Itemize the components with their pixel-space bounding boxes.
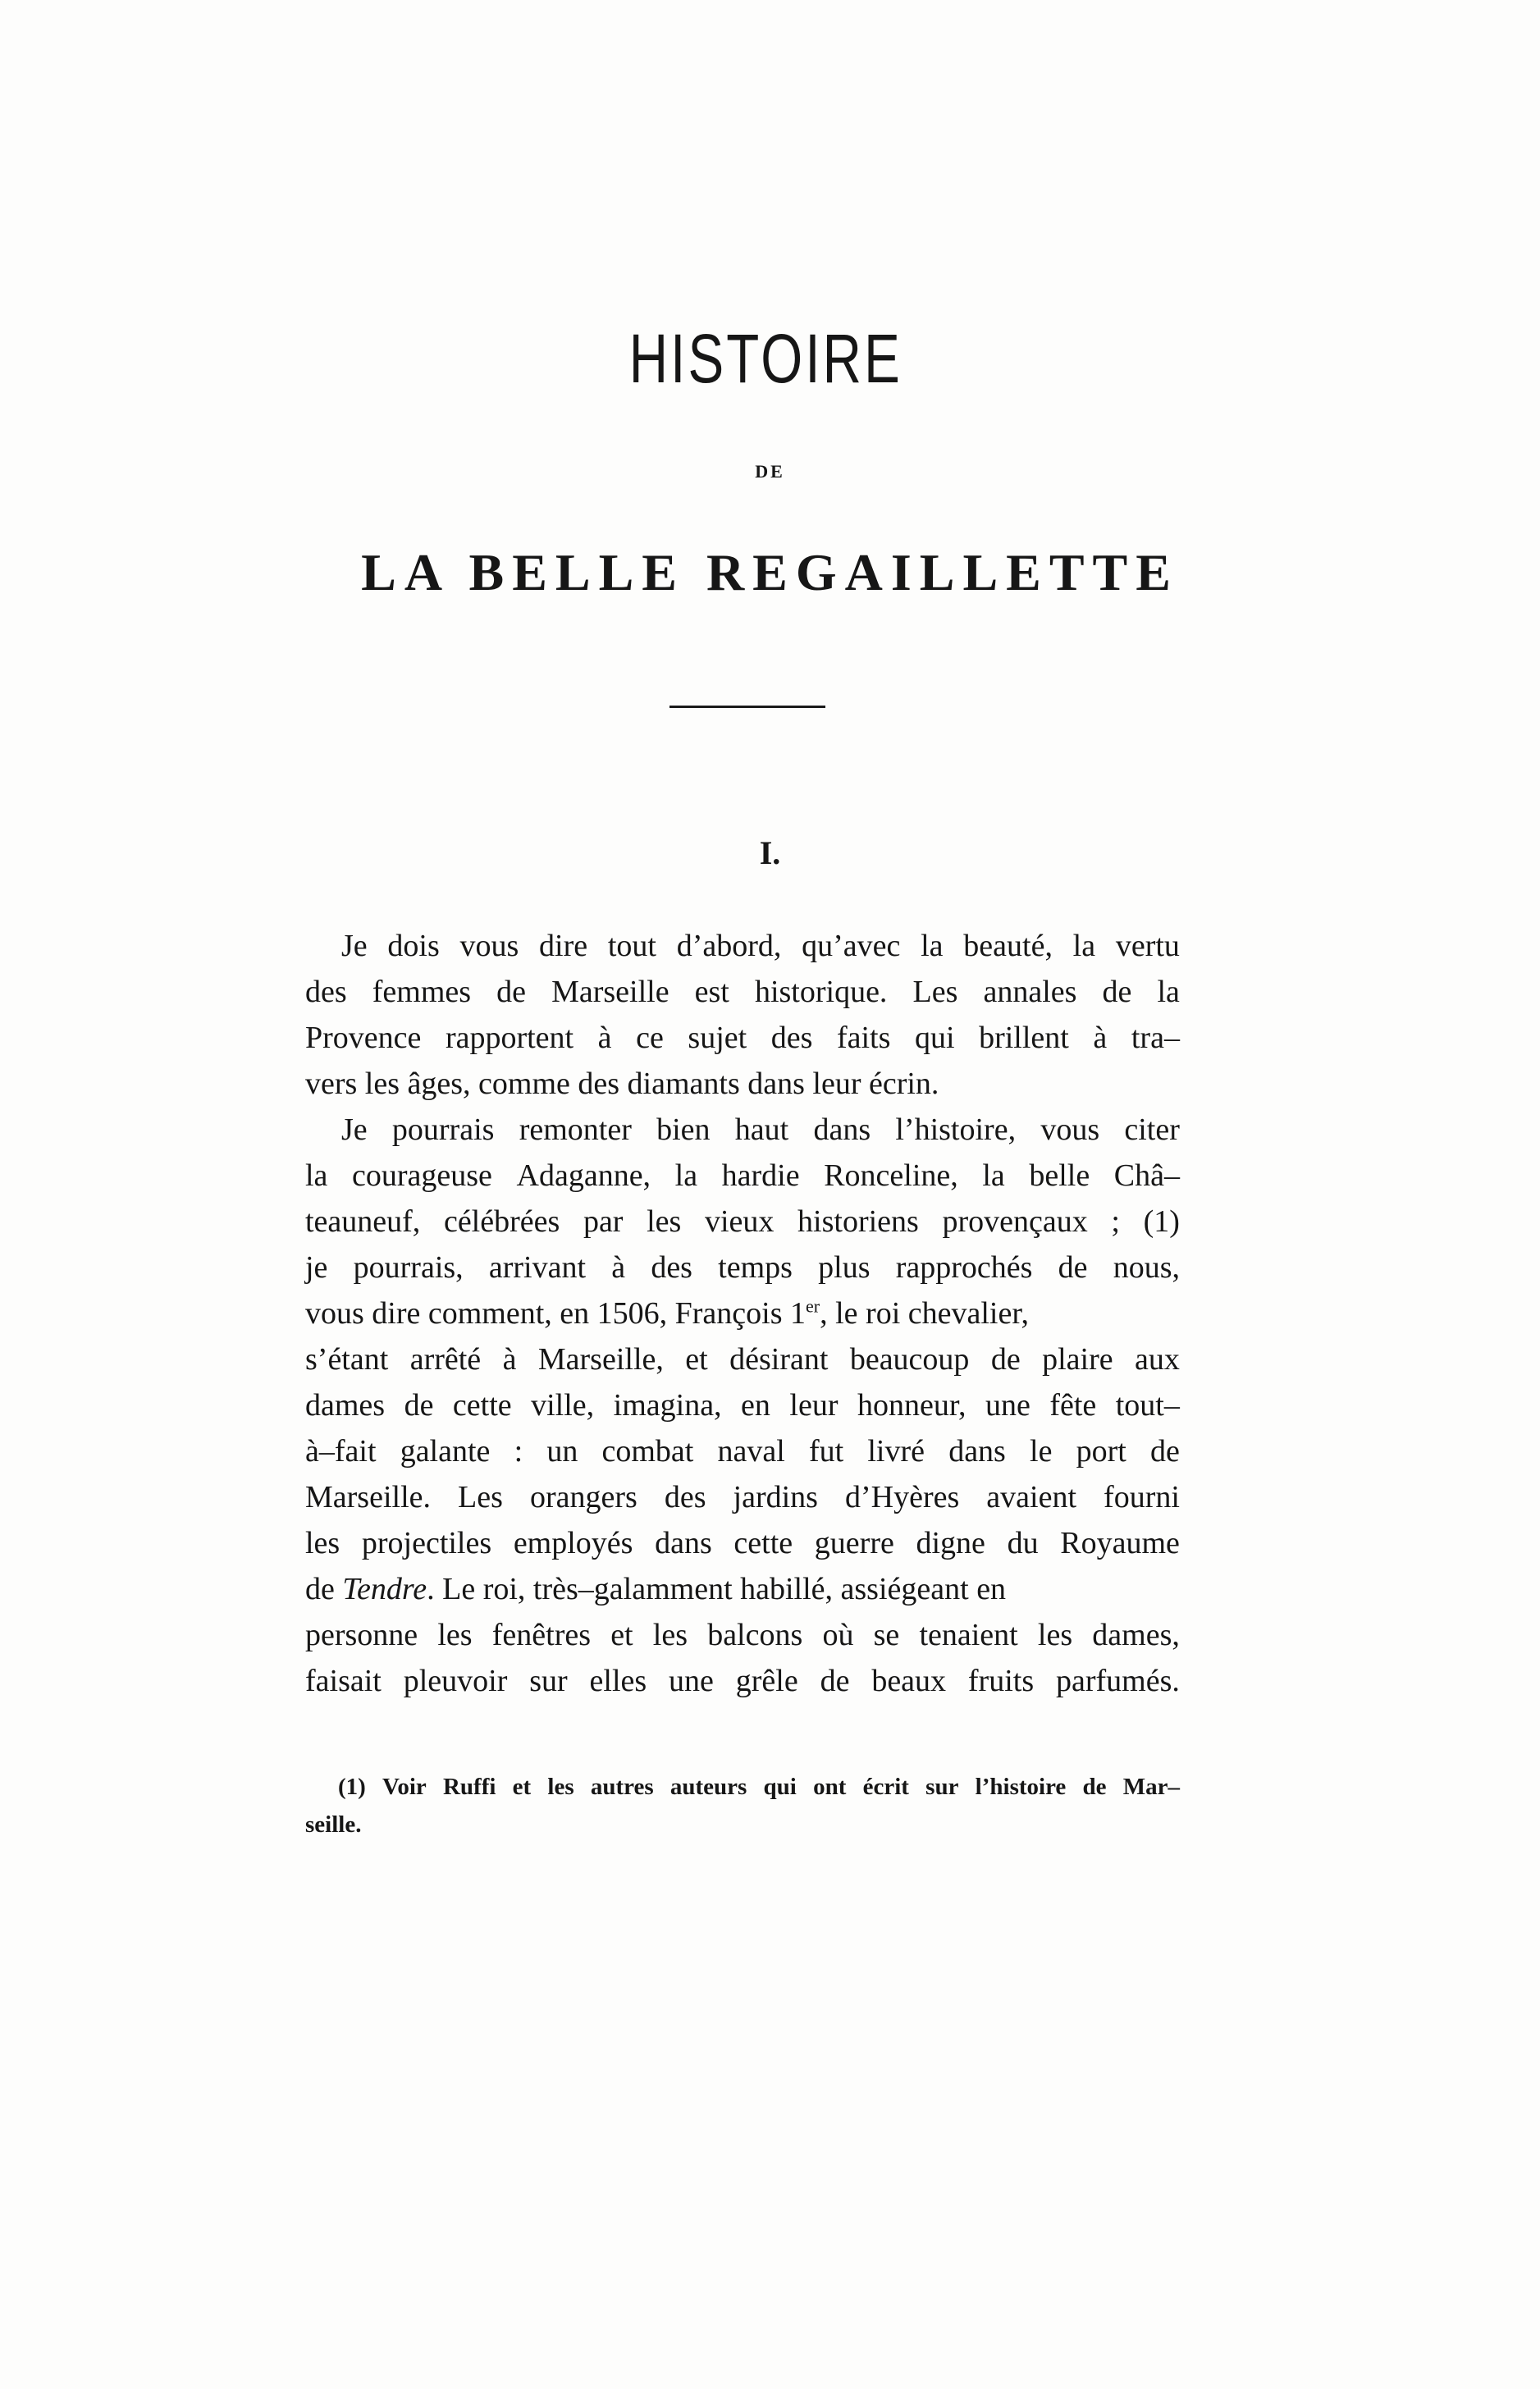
word: avaient: [986, 1480, 1077, 1514]
word: tra–: [1131, 1021, 1180, 1055]
text-line: [305, 1245, 1180, 1290]
word: Adaganne,: [516, 1158, 651, 1193]
word: d’abord,: [676, 929, 782, 963]
word: port: [1076, 1434, 1126, 1469]
word: les: [547, 1774, 574, 1800]
text-line: [305, 1520, 1180, 1566]
word: s’étant: [305, 1342, 389, 1377]
word: livré: [867, 1434, 925, 1469]
word: Mar–: [1122, 1774, 1180, 1800]
text-segment: , le roi chevalier,: [820, 1296, 1029, 1331]
word: qui: [763, 1774, 797, 1800]
word: du: [1007, 1526, 1039, 1560]
word: historiens: [797, 1204, 919, 1239]
word: et: [610, 1618, 633, 1652]
text-line: [305, 1015, 1180, 1061]
word: les: [305, 1526, 340, 1560]
chapter-number: I.: [759, 834, 781, 871]
word: femmes: [372, 975, 472, 1009]
word: pleuvoir: [403, 1664, 508, 1698]
word: de: [1150, 1434, 1180, 1469]
word: nous,: [1113, 1250, 1180, 1285]
title-divider: [669, 706, 825, 708]
superscript: er: [806, 1295, 820, 1317]
word: de: [496, 975, 526, 1009]
word: dans: [655, 1526, 712, 1560]
word: rapprochés: [895, 1250, 1033, 1285]
word: brillent: [979, 1021, 1069, 1055]
word: galante: [400, 1434, 491, 1469]
word: tenaient: [919, 1618, 1018, 1652]
word: autres: [590, 1774, 654, 1800]
word: à: [502, 1342, 517, 1377]
text-line: [305, 1336, 1180, 1382]
word: à: [1093, 1021, 1108, 1055]
word: remonter: [519, 1112, 632, 1147]
word: provençaux: [942, 1204, 1088, 1239]
word: beaux: [871, 1664, 947, 1698]
word: annales: [983, 975, 1077, 1009]
text-line: [305, 1428, 1180, 1474]
word: Marseille: [551, 975, 669, 1009]
word: leur: [789, 1388, 839, 1423]
title-connector: DE: [755, 461, 785, 482]
word: sur: [529, 1664, 568, 1698]
word: Marseille.: [305, 1480, 432, 1514]
text-line: [305, 1658, 1180, 1704]
text-line: [305, 1612, 1180, 1658]
word: ce: [636, 1021, 664, 1055]
word: la: [305, 1158, 328, 1193]
word: et: [685, 1342, 708, 1377]
word: digne: [916, 1526, 985, 1560]
word: de: [1082, 1774, 1107, 1800]
word: Provence: [305, 1021, 422, 1055]
word: Ronceline,: [824, 1158, 958, 1193]
word: aux: [1135, 1342, 1180, 1377]
book-title: HISTOIRE: [628, 320, 903, 397]
word: sujet: [688, 1021, 747, 1055]
text-line: [305, 1107, 1180, 1153]
word: Je: [341, 929, 368, 963]
word: la: [921, 929, 944, 963]
word: sur: [925, 1774, 959, 1800]
word: à: [597, 1021, 612, 1055]
word: vous: [1040, 1112, 1100, 1147]
word: où: [822, 1618, 854, 1652]
word: à–fait: [305, 1434, 377, 1469]
word: tout–: [1115, 1388, 1180, 1423]
text-line: [305, 1290, 1180, 1336]
word: vertu: [1115, 929, 1180, 963]
word: les: [1037, 1618, 1073, 1652]
word: le: [1030, 1434, 1053, 1469]
footnote-line-content: seille.: [305, 1811, 362, 1838]
word: des: [305, 975, 347, 1009]
word: tout: [607, 929, 656, 963]
text-line-content: [305, 1566, 1006, 1612]
word: un: [546, 1434, 578, 1469]
word: (1): [338, 1774, 366, 1800]
word: Les: [458, 1480, 503, 1514]
word: arrivant: [488, 1250, 587, 1285]
word: Voir: [382, 1774, 427, 1800]
word: cette: [452, 1388, 512, 1423]
word: ville,: [531, 1388, 595, 1423]
word: la: [674, 1158, 698, 1193]
text-line: [305, 1566, 1180, 1612]
word: combat: [601, 1434, 694, 1469]
word: cette: [733, 1526, 793, 1560]
word: grêle: [735, 1664, 798, 1698]
word: ;: [1111, 1204, 1120, 1239]
word: dames,: [1092, 1618, 1180, 1652]
word: pourrais: [391, 1112, 495, 1147]
word: auteurs: [669, 1774, 747, 1800]
word: beauté,: [963, 929, 1053, 963]
word: de: [404, 1388, 434, 1423]
text-segment: vous dire comment, en 1506, François 1: [305, 1296, 807, 1331]
word: beaucoup: [849, 1342, 970, 1377]
word: la: [1072, 929, 1096, 963]
word: des: [770, 1021, 813, 1055]
word: guerre: [814, 1526, 894, 1560]
word: la: [982, 1158, 1005, 1193]
word: haut: [734, 1112, 789, 1147]
word: de: [1102, 975, 1132, 1009]
word: dans: [813, 1112, 871, 1147]
word: dames: [305, 1388, 386, 1423]
word: des: [664, 1480, 706, 1514]
word: imagina,: [613, 1388, 722, 1423]
text-line: [305, 1153, 1180, 1199]
word: (1): [1143, 1204, 1180, 1239]
word: bien: [656, 1112, 711, 1147]
footnote-line: [305, 1768, 1180, 1806]
word: naval: [717, 1434, 785, 1469]
word: les: [647, 1204, 682, 1239]
word: de: [990, 1342, 1021, 1377]
text-line-content: vers les âges, comme des diamants dans leur écrin.: [305, 1067, 939, 1101]
word: de: [1058, 1250, 1088, 1285]
word: vous: [459, 929, 519, 963]
word: Ruffi: [442, 1774, 496, 1800]
word: fruits: [967, 1664, 1035, 1698]
text-line: [305, 1061, 1180, 1107]
word: Marseille,: [537, 1342, 664, 1377]
word: je: [305, 1250, 328, 1285]
word: une: [985, 1388, 1030, 1423]
text-line: [305, 1474, 1180, 1520]
word: les: [437, 1618, 473, 1652]
word: employés: [513, 1526, 633, 1560]
word: en: [741, 1388, 770, 1423]
word: dans: [948, 1434, 1006, 1469]
word: par: [583, 1204, 624, 1239]
book-subtitle: LA BELLE REGAILLETTE: [361, 543, 1179, 601]
word: teauneuf,: [305, 1204, 421, 1239]
word: une: [669, 1664, 714, 1698]
text-line: [305, 969, 1180, 1015]
word: Les: [912, 975, 958, 1009]
text-segment: . Le roi, très–galamment habillé, assiégeant en: [427, 1572, 1007, 1606]
word: :: [514, 1434, 523, 1469]
word: citer: [1124, 1112, 1180, 1147]
body-text: [305, 923, 1180, 1704]
word: la: [1157, 975, 1180, 1009]
word: fourni: [1104, 1480, 1180, 1514]
word: pourrais,: [353, 1250, 464, 1285]
word: projectiles: [361, 1526, 492, 1560]
word: balcons: [707, 1618, 803, 1652]
word: l’histoire,: [895, 1112, 1017, 1147]
word: courageuse: [352, 1158, 492, 1193]
word: vieux: [704, 1204, 775, 1239]
word: plaire: [1042, 1342, 1113, 1377]
word: jardins: [733, 1480, 818, 1514]
word: Châ–: [1113, 1158, 1180, 1193]
word: Royaume: [1060, 1526, 1180, 1560]
italic-word: Tendre: [342, 1572, 427, 1606]
text-line: [305, 923, 1180, 969]
word: se: [873, 1618, 900, 1652]
word: et: [512, 1774, 532, 1800]
word: qui: [914, 1021, 955, 1055]
word: hardie: [721, 1158, 800, 1193]
text-line: [305, 1382, 1180, 1428]
word: elles: [589, 1664, 647, 1698]
word: à: [611, 1250, 626, 1285]
word: fête: [1049, 1388, 1097, 1423]
word: Je: [341, 1112, 368, 1147]
footnote-line: [305, 1806, 1180, 1843]
word: faits: [836, 1021, 891, 1055]
word: de: [820, 1664, 850, 1698]
word: est: [694, 975, 729, 1009]
word: honneur,: [857, 1388, 966, 1423]
text-line-content: [305, 1290, 1029, 1336]
word: désirant: [729, 1342, 829, 1377]
word: personne: [305, 1618, 418, 1652]
word: belle: [1029, 1158, 1090, 1193]
footnote: [305, 1768, 1180, 1843]
word: ont: [813, 1774, 847, 1800]
text-line: [305, 1199, 1180, 1245]
word: parfumés.: [1055, 1664, 1180, 1698]
word: célébrées: [443, 1204, 560, 1239]
word: rapportent: [445, 1021, 574, 1055]
word: fut: [808, 1434, 844, 1469]
word: l’histoire: [975, 1774, 1067, 1800]
word: dire: [539, 929, 588, 963]
text-segment: de: [305, 1572, 343, 1606]
word: fenêtres: [491, 1618, 592, 1652]
word: temps: [718, 1250, 793, 1285]
word: historique.: [754, 975, 888, 1009]
word: plus: [818, 1250, 871, 1285]
word: des: [651, 1250, 692, 1285]
word: arrêté: [409, 1342, 482, 1377]
word: qu’avec: [802, 929, 901, 963]
word: d’Hyères: [844, 1480, 960, 1514]
word: écrit: [862, 1774, 909, 1800]
word: faisait: [305, 1664, 382, 1698]
word: dois: [387, 929, 440, 963]
word: orangers: [529, 1480, 637, 1514]
word: les: [652, 1618, 688, 1652]
